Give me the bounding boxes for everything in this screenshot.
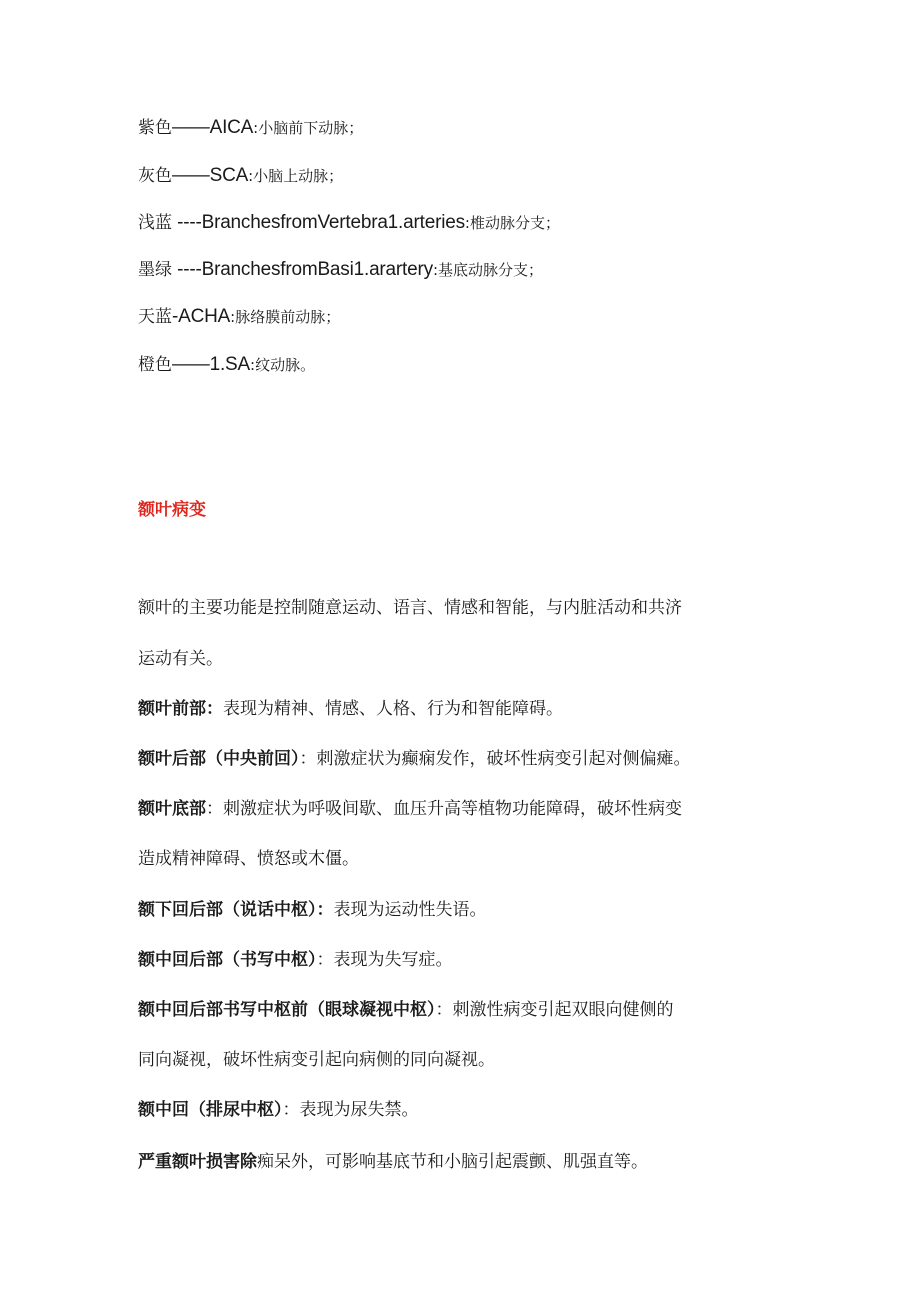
item-text: 表现为运动性失语。 (333, 900, 487, 920)
legend-dash: —— (172, 354, 210, 375)
item-speech-center (138, 898, 880, 922)
legend-sep: : (230, 308, 236, 326)
legend-dash: ---- (172, 259, 202, 280)
item-text: ：表现为失写症。 (316, 950, 453, 970)
legend-sep: : (248, 167, 254, 185)
item-frontal-base (138, 797, 880, 821)
item-anterior-frontal (138, 697, 880, 721)
item-term: 额中回后部（书写中枢） (138, 950, 317, 970)
item-term: 额叶后部（中央前回） (138, 749, 300, 769)
legend-abbr: AICA (209, 117, 254, 138)
legend-item-sca (138, 164, 880, 188)
legend-sep: : (250, 356, 256, 374)
legend-item-acha (138, 305, 880, 329)
legend-dash: —— (172, 117, 210, 138)
item-text: ：刺激症状为呼吸间歇、血压升高等植物功能障碍，破坏性病变 (206, 799, 682, 819)
legend-abbr: SCA (209, 165, 249, 186)
legend-desc: 椎动脉分支； (469, 214, 560, 232)
legend-sep: : (432, 261, 438, 279)
item-text: 痴呆外，可影响基底节和小脑引起震颤、肌强直等。 (257, 1152, 648, 1172)
item-term: 额叶底部 (138, 799, 206, 819)
legend-color: 灰色 (138, 166, 172, 186)
item-posterior-frontal (138, 747, 880, 771)
item-term: 严重额叶损害除 (138, 1152, 257, 1172)
item-gaze-center-continued: 同向凝视，破坏性病变引起向病侧的同向凝视。 (138, 1050, 495, 1070)
legend-item-vertebral (138, 211, 880, 235)
legend-desc: 脉络膜前动脉； (235, 308, 341, 326)
legend-color: 浅蓝 (138, 213, 172, 233)
item-text: ：刺激症状为癫痫发作，破坏性病变引起对侧偏瘫。 (299, 749, 691, 769)
item-term: 额叶前部： (138, 699, 223, 719)
legend-color: 墨绿 (138, 260, 172, 280)
legend-abbr: BranchesfromBasi1.arartery (201, 259, 433, 280)
intro-line-2: 运动有关。 (138, 649, 223, 669)
item-frontal-base-continued: 造成精神障碍、愤怒或木僵。 (138, 849, 359, 869)
legend-dash: —— (172, 165, 210, 186)
item-term: 额中回后部书写中枢前（眼球凝视中枢） (138, 1000, 436, 1020)
item-gaze-center (138, 998, 880, 1022)
legend-color: 天蓝 (138, 307, 172, 327)
legend-abbr: 1.SA (209, 354, 251, 375)
item-text: 表现为精神、情感、人格、行为和智能障碍。 (223, 699, 563, 719)
item-writing-center (138, 948, 880, 972)
legend-sep: : (464, 214, 470, 232)
section-title: 额叶病变 (138, 500, 206, 520)
legend-item-basilar (138, 258, 880, 282)
item-micturition-center (138, 1098, 880, 1122)
legend-abbr: BranchesfromVertebra1.arteries (201, 212, 465, 233)
legend-desc: 纹动脉。 (255, 356, 316, 374)
legend-desc: 小脑上动脉； (253, 167, 344, 185)
item-term: 额中回（排尿中枢） (138, 1100, 283, 1120)
item-text: ：刺激性病变引起双眼向健侧的 (435, 1000, 674, 1020)
item-text: ：表现为尿失禁。 (282, 1100, 419, 1120)
legend-abbr: ACHA (178, 306, 231, 327)
intro-line-1: 额叶的主要功能是控制随意运动、语言、情感和智能，与内脏活动和共济 (138, 598, 682, 618)
legend-desc: 小脑前下动脉； (258, 119, 364, 137)
legend-dash: - (172, 306, 179, 327)
legend-item-aica (138, 116, 880, 140)
legend-dash: ---- (172, 212, 202, 233)
legend-color: 紫色 (138, 118, 172, 138)
legend-sep: : (253, 119, 259, 137)
legend-color: 橙色 (138, 355, 172, 375)
item-severe-damage (138, 1150, 880, 1174)
item-term: 额下回后部（说话中枢）： (138, 900, 334, 920)
legend-desc: 基底动脉分支； (438, 261, 544, 279)
legend-item-lsa (138, 353, 880, 377)
